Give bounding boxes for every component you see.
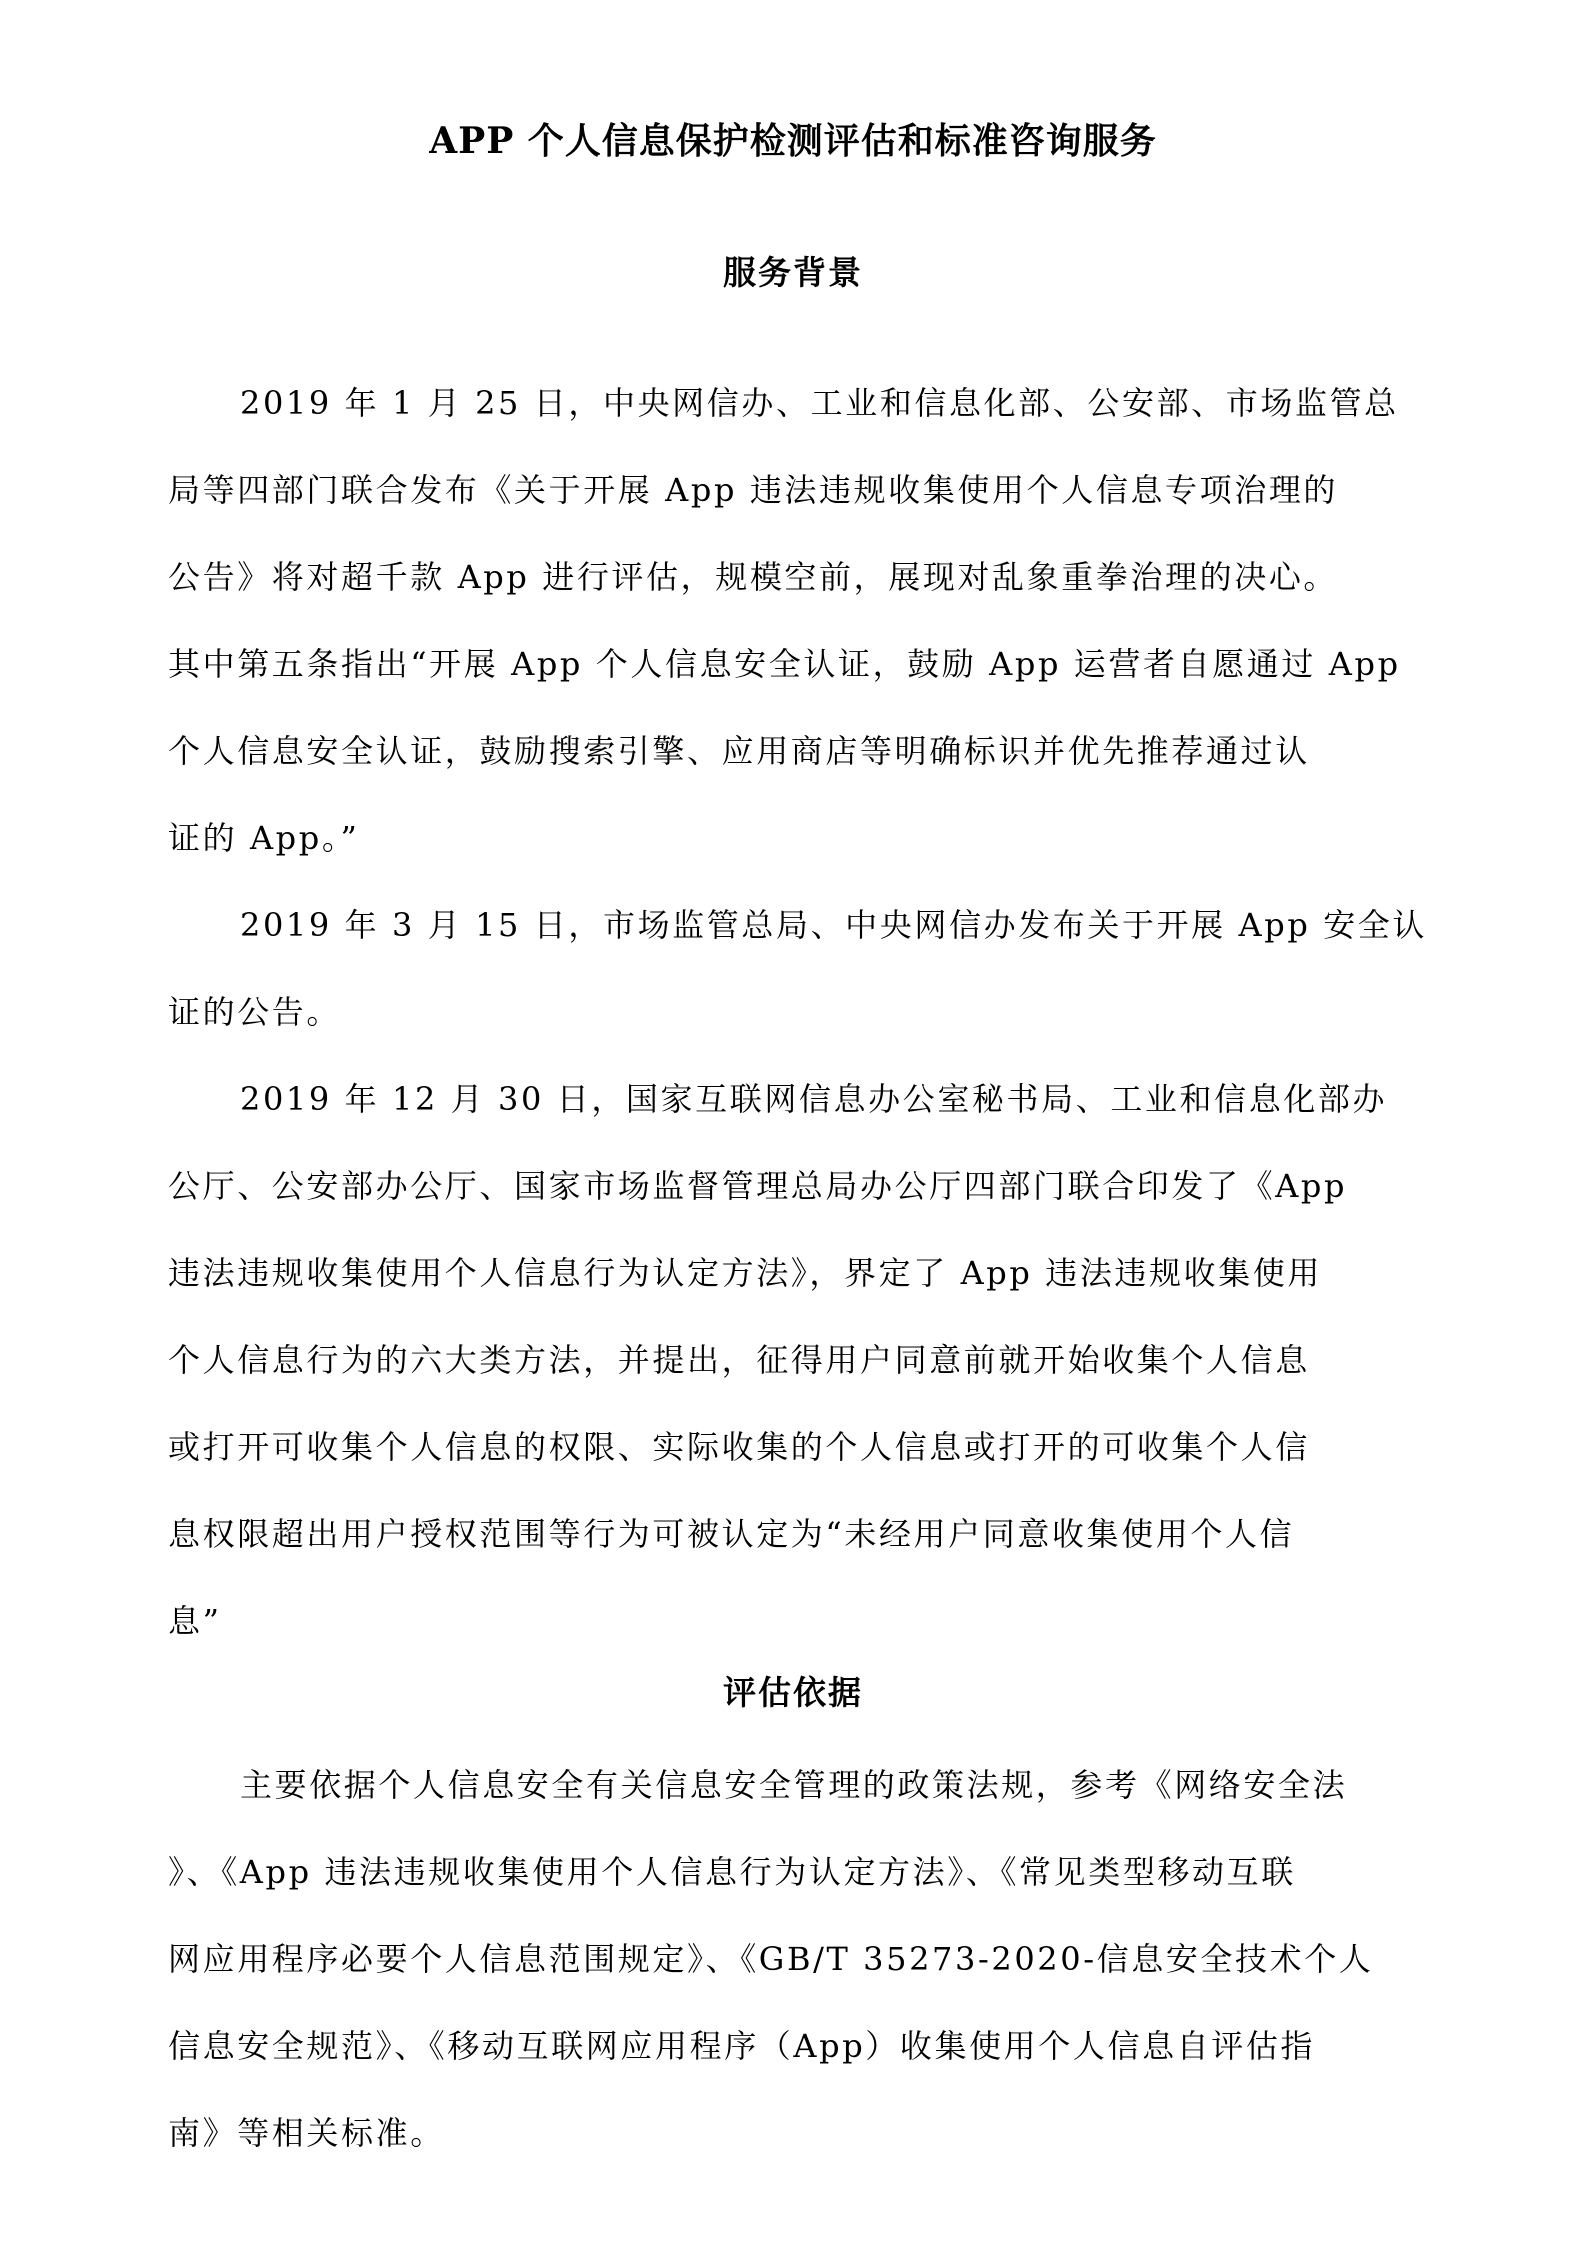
paragraph-line: 南》等相关标准。 [168,2114,445,2152]
paragraph-line: 或打开可收集个人信息的权限、实际收集的个人信息或打开的可收集个人信 [168,1428,1310,1466]
document-title: APP 个人信息保护检测评估和标准咨询服务 [429,120,1157,162]
paragraph-line: 》、《App 违法违规收集使用个人信息行为认定方法》、《常见类型移动互联 [168,1853,1296,1891]
paragraph-line: 息权限超出用户授权范围等行为可被认定为“未经用户同意收集使用个人信 [168,1515,1295,1553]
paragraph-line: 公告》将对超千款 App 进行评估，规模空前，展现对乱象重拳治理的决心。 [168,558,1339,596]
paragraph-line: 局等四部门联合发布《关于开展 App 违法违规收集使用个人信息专项治理的 [168,471,1339,509]
paragraph-line: 公厅、公安部办公厅、国家市场监督管理总局办公厅四部门联合印发了《App [168,1167,1348,1205]
paragraph-line: 2019 年 3 月 15 日，市场监管总局、中央网信办发布关于开展 App 安全认 [240,906,1427,944]
paragraph-line: 证的公告。 [168,993,342,1031]
paragraph-line: 违法违规收集使用个人信息行为认定方法》，界定了 App 违法违规收集使用 [168,1254,1323,1292]
paragraph-line: 网应用程序必要个人信息范围规定》、《GB/T 35273-2020-信息安全技术个人 [168,1940,1374,1978]
paragraph-line: 个人信息行为的六大类方法，并提出，征得用户同意前就开始收集个人信息 [168,1341,1310,1379]
paragraph-line: 2019 年 1 月 25 日，中央网信办、工业和信息化部、公安部、市场监管总 [240,384,1399,422]
paragraph-line: 个人信息安全认证，鼓励搜索引擎、应用商店等明确标识并优先推荐通过认 [168,732,1310,770]
section-heading-basis: 评估依据 [723,1673,863,1712]
paragraph-line: 证的 App。” [168,819,360,857]
paragraph-line: 2019 年 12 月 30 日，国家互联网信息办公室秘书局、工业和信息化部办 [240,1080,1388,1118]
paragraph-line: 息” [168,1602,222,1640]
paragraph-line: 信息安全规范》、《移动互联网应用程序（App）收集使用个人信息自评估指 [168,2027,1316,2065]
section-heading-background: 服务背景 [723,253,863,292]
paragraph-line: 主要依据个人信息安全有关信息安全管理的政策法规，参考《网络安全法 [240,1766,1348,1804]
paragraph-line: 其中第五条指出“开展 App 个人信息安全认证，鼓励 App 运营者自愿通过 App [168,645,1401,683]
